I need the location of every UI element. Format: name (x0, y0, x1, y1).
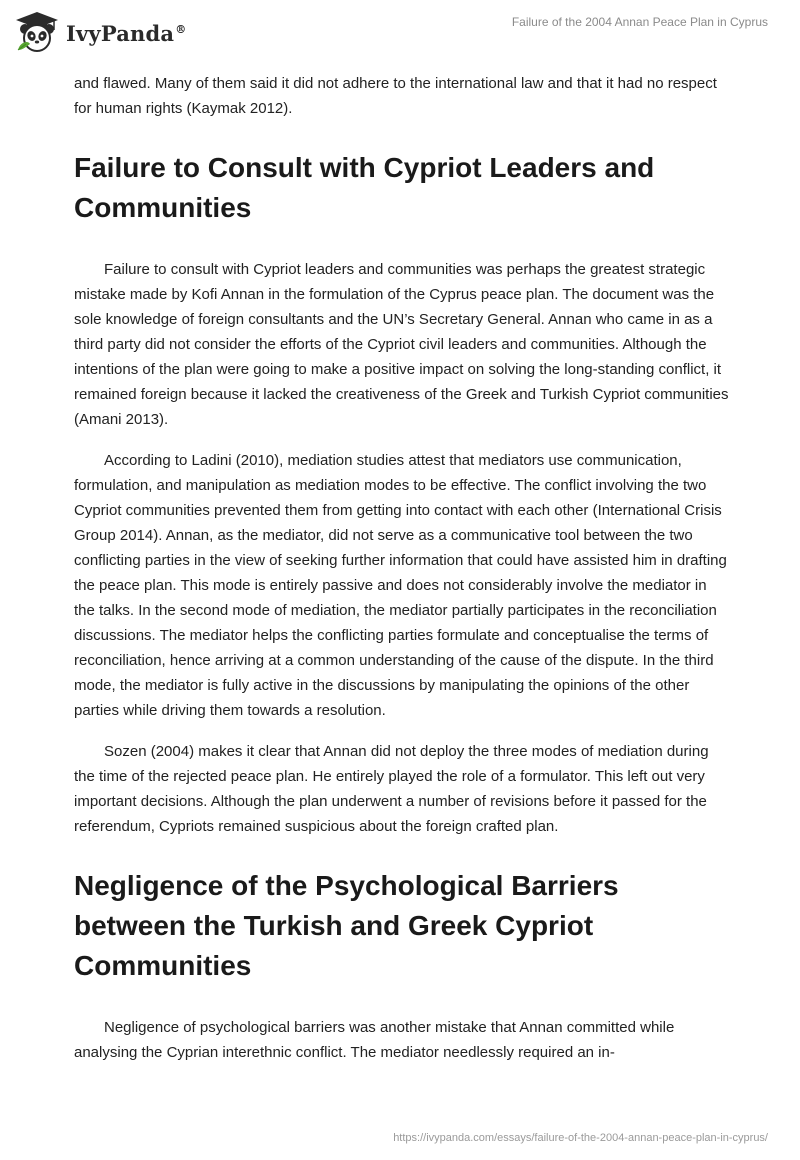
section-heading-psychological: Negligence of the Psychological Barriers between the Turkish and Greek Cypriot Communities (74, 870, 619, 981)
section-heading-consult: Failure to Consult with Cypriot Leaders and Communities (74, 152, 655, 223)
paragraph: Sozen (2004) makes it clear that Annan did not deploy the three modes of mediation during the time of the rejected peace plan. He entirely played the role of a formulator. This left out very important decisions. Although the plan underwent a number of revisions before it passed for the referendum, Cypriots remained suspicious about the foreign crafted plan. (74, 743, 709, 835)
document-title: Failure of the 2004 Annan Peace Plan in Cyprus (511, 15, 768, 29)
registered-mark: ® (175, 22, 187, 36)
source-url[interactable]: https://ivypanda.com/essays/failure-of-the-2004-annan-peace-plan-in-cyprus/ (393, 1132, 768, 1144)
intro-paragraph: and flawed. Many of them said it did not adhere to the international law and that it had no respect for human rights (Kaymak 2012). (74, 75, 717, 117)
logo-wordmark (66, 21, 186, 46)
essay-body (74, 71, 730, 1081)
panda-graduate-icon (14, 10, 60, 56)
paragraph: Failure to consult with Cypriot leaders and communities was perhaps the greatest strategic mistake made by Kofi Annan in the formulation of the Cyprus peace plan. The document was the sole knowledge of foreign consultants and the UN’s Secretary General. Annan who came in as a third party did not consider the efforts of the Cypriot civil leaders and communities. Although the intentions of the plan were going to make a positive impact on solving the long-standing conflict, it remained foreign because it lacked the creativeness of the Greek and Turkish Cypriot communities (Amani 2013). (74, 261, 729, 428)
ivypanda-logo[interactable] (14, 8, 186, 58)
page-header (0, 0, 800, 70)
paragraph: According to Ladini (2010), mediation studies attest that mediators use communication, formulation, and manipulation as mediation modes to be effective. The conflict involving the two Cypriot communities prevented them from getting into contact with each other (International Crisis Group 2014). Annan, as the mediator, did not serve as a communicative tool between the two conflicting parties in the view of seeking further information that could have assisted him in drafting the peace plan. This mode is entirely passive and does not considerably involve the mediator in the talks. In the second mode of mediation, the mediator partially participates in the reconciliation discussions. The mediator helps the conflicting parties formulate and conceptualise the terms of reconciliation, hence arriving at a common understanding of the cause of the dispute. In the third mode, the mediator is fully active in the discussions by manipulating the opinions of the other parties while driving them towards a resolution. (74, 452, 727, 719)
paragraph: Negligence of psychological barriers was another mistake that Annan committed while analysing the Cyprian interethnic conflict. The mediator needlessly required an in- (74, 1019, 675, 1061)
logo-name: IvyPanda (66, 20, 175, 46)
